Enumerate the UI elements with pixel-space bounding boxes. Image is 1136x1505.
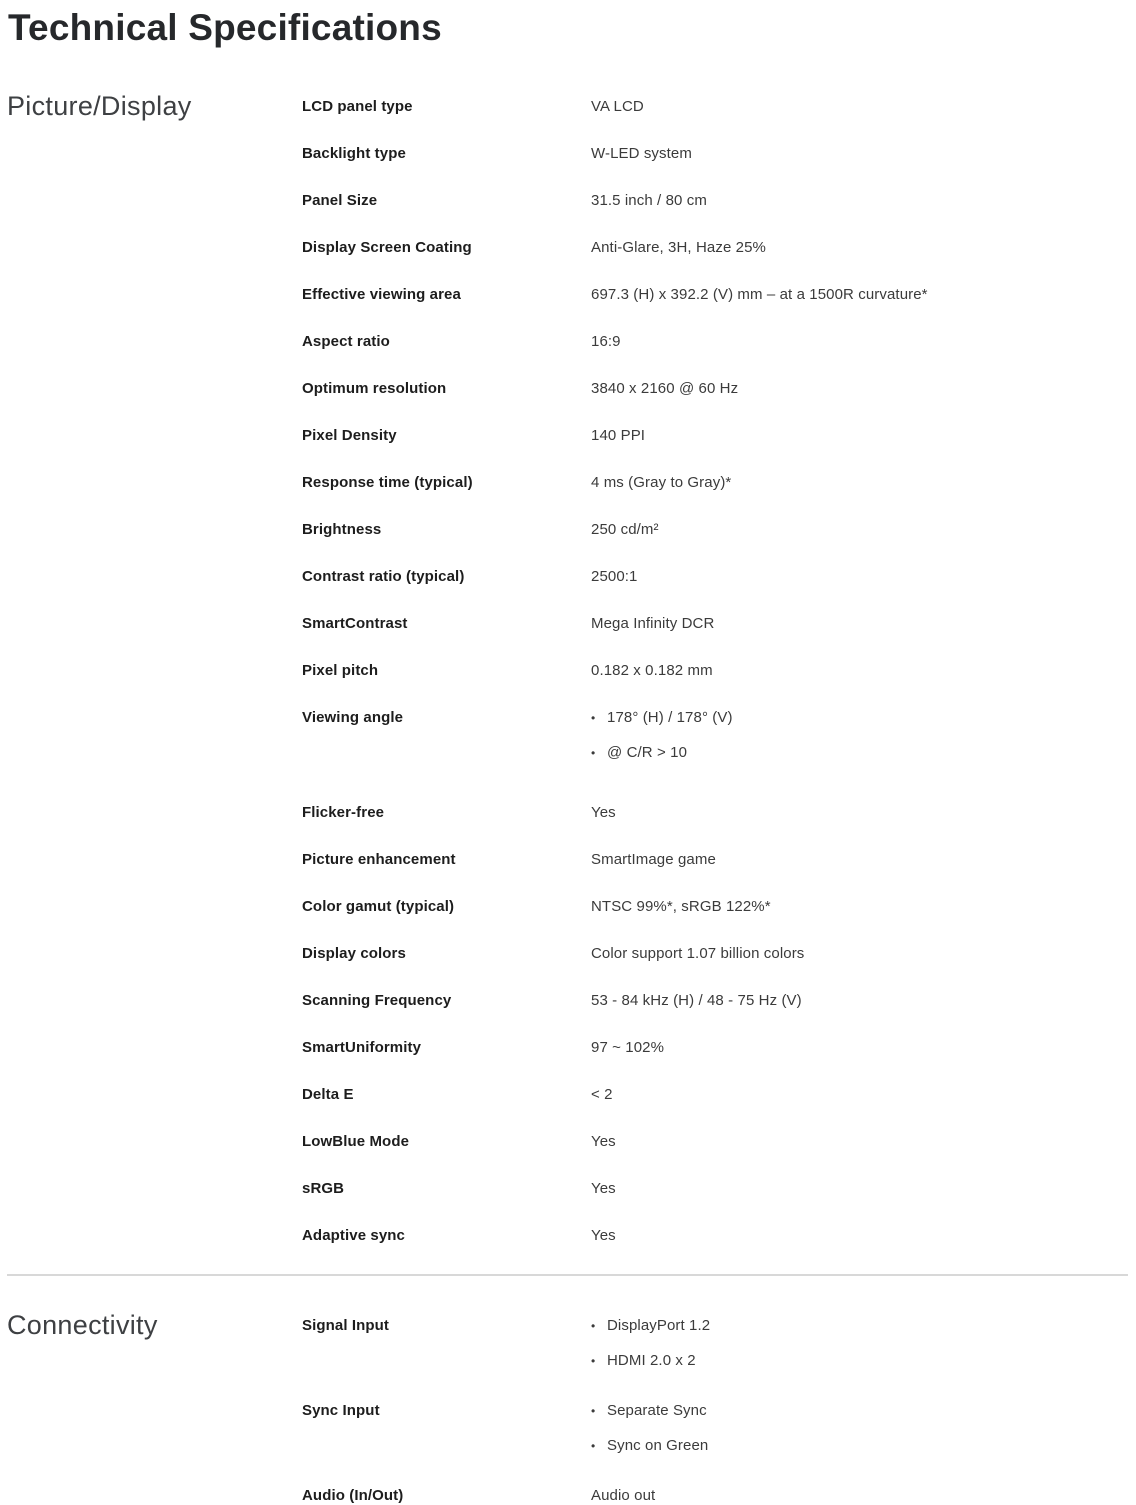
spec-value: 3840 x 2160 @ 60 Hz (591, 380, 739, 397)
spec-row-viewing-angle (302, 708, 1002, 763)
spec-value: Audio out (591, 1487, 656, 1504)
spec-value: VA LCD (591, 98, 644, 115)
spec-row-optimum-resolution (302, 379, 1002, 398)
spec-row-display-screen-coating (302, 238, 1002, 257)
bullet-icon (591, 743, 607, 763)
spec-label: Scanning Frequency (302, 992, 452, 1009)
spec-row-flicker-free (302, 803, 1002, 822)
bullet-text: DisplayPort 1.2 (607, 1317, 711, 1334)
spec-label: Backlight type (302, 145, 406, 162)
bullet-text: Sync on Green (607, 1437, 709, 1454)
spec-label: Display colors (302, 945, 406, 962)
spec-row-effective-viewing-area (302, 285, 1002, 304)
bullet-text: Separate Sync (607, 1402, 707, 1419)
spec-label: Contrast ratio (typical) (302, 568, 465, 585)
spec-value: < 2 (591, 1086, 613, 1103)
section-divider (7, 1274, 1128, 1276)
spec-label: Flicker-free (302, 804, 385, 821)
bullet-icon (591, 1401, 607, 1421)
bullet-icon (591, 1436, 607, 1456)
spec-value: 250 cd/m² (591, 521, 659, 538)
spec-label: Effective viewing area (302, 286, 461, 303)
spec-label: SmartContrast (302, 615, 408, 632)
spec-value-bullet-list (591, 708, 733, 763)
spec-value: 0.182 x 0.182 mm (591, 662, 713, 679)
section-connectivity (0, 1310, 1136, 1505)
spec-row-panel-size (302, 191, 1002, 210)
spec-row-pixel-density (302, 426, 1002, 445)
spec-value: 140 PPI (591, 427, 646, 444)
spec-rows-picture-display (302, 97, 1002, 1245)
spec-value-bullet-list (591, 1401, 708, 1456)
spec-label: Sync Input (302, 1402, 380, 1419)
spec-value: Yes (591, 804, 616, 821)
spec-label: Display Screen Coating (302, 239, 472, 256)
spec-value: Mega Infinity DCR (591, 615, 715, 632)
bullet-line (591, 708, 733, 728)
spec-row-adaptive-sync (302, 1226, 1002, 1245)
spec-row-audio-in-out (302, 1486, 1002, 1505)
bullet-icon (591, 708, 607, 728)
bullet-line (591, 1351, 710, 1371)
spec-row-sync-input (302, 1401, 1002, 1456)
spec-row-scanning-frequency (302, 991, 1002, 1010)
spec-row-contrast-ratio (302, 567, 1002, 586)
spec-label: Aspect ratio (302, 333, 390, 350)
spec-label: Pixel Density (302, 427, 397, 444)
page-title: Technical Specifications (8, 7, 442, 48)
spec-label: SmartUniformity (302, 1039, 422, 1056)
spec-label: Color gamut (typical) (302, 898, 455, 915)
bullet-line (591, 743, 733, 763)
spec-row-aspect-ratio (302, 332, 1002, 351)
spec-row-color-gamut (302, 897, 1002, 916)
spec-label: Picture enhancement (302, 851, 456, 868)
bullet-icon (591, 1351, 607, 1371)
spec-row-lowblue-mode (302, 1132, 1002, 1151)
spec-value: W-LED system (591, 145, 692, 162)
spec-value: 2500:1 (591, 568, 638, 585)
section-heading-connectivity: Connectivity (7, 1310, 158, 1340)
spec-value: Yes (591, 1133, 616, 1150)
spec-label: LCD panel type (302, 98, 413, 115)
spec-row-response-time (302, 473, 1002, 492)
spec-value: 53 - 84 kHz (H) / 48 - 75 Hz (V) (591, 992, 802, 1009)
bullet-text: HDMI 2.0 x 2 (607, 1352, 696, 1369)
spec-label: LowBlue Mode (302, 1133, 410, 1150)
bullet-text: @ C/R > 10 (607, 744, 688, 761)
spec-label: Panel Size (302, 192, 378, 209)
spec-row-brightness (302, 520, 1002, 539)
spec-value: Color support 1.07 billion colors (591, 945, 805, 962)
spec-row-signal-input (302, 1316, 1002, 1371)
spec-row-lcd-panel-type (302, 97, 1002, 116)
spec-row-backlight-type (302, 144, 1002, 163)
spec-value: NTSC 99%*, sRGB 122%* (591, 898, 771, 915)
spec-row-srgb (302, 1179, 1002, 1198)
spec-row-picture-enhancement (302, 850, 1002, 869)
spec-value: 16:9 (591, 333, 621, 350)
spec-value: 4 ms (Gray to Gray)* (591, 474, 732, 491)
spec-value: Yes (591, 1227, 616, 1244)
spec-label: Response time (typical) (302, 474, 473, 491)
bullet-line (591, 1436, 708, 1456)
spec-label: sRGB (302, 1180, 345, 1197)
bullet-text: 178° (H) / 178° (V) (607, 709, 733, 726)
spec-label: Pixel pitch (302, 662, 379, 679)
spec-row-display-colors (302, 944, 1002, 963)
spec-label: Brightness (302, 521, 382, 538)
spec-value: 697.3 (H) x 392.2 (V) mm – at a 1500R curvature* (591, 286, 928, 303)
spec-value: SmartImage game (591, 851, 716, 868)
spec-row-delta-e (302, 1085, 1002, 1104)
spec-rows-connectivity (302, 1316, 1002, 1505)
spec-label: Signal Input (302, 1317, 390, 1334)
spec-label: Optimum resolution (302, 380, 447, 397)
spec-value-bullet-list (591, 1316, 710, 1371)
spec-label: Audio (In/Out) (302, 1487, 404, 1504)
spec-label: Delta E (302, 1086, 354, 1103)
bullet-line (591, 1401, 708, 1421)
spec-value: 31.5 inch / 80 cm (591, 192, 707, 209)
section-heading-picture-display: Picture/Display (7, 91, 192, 121)
spec-row-smartcontrast (302, 614, 1002, 633)
spec-row-pixel-pitch (302, 661, 1002, 680)
spec-row-smartuniformity (302, 1038, 1002, 1057)
bullet-line (591, 1316, 710, 1336)
spec-label: Adaptive sync (302, 1227, 406, 1244)
spec-value: Anti-Glare, 3H, Haze 25% (591, 239, 766, 256)
section-picture-display (0, 91, 1136, 1245)
spec-value: 97 ~ 102% (591, 1039, 665, 1056)
bullet-icon (591, 1316, 607, 1336)
spec-label: Viewing angle (302, 709, 404, 726)
spec-value: Yes (591, 1180, 616, 1197)
